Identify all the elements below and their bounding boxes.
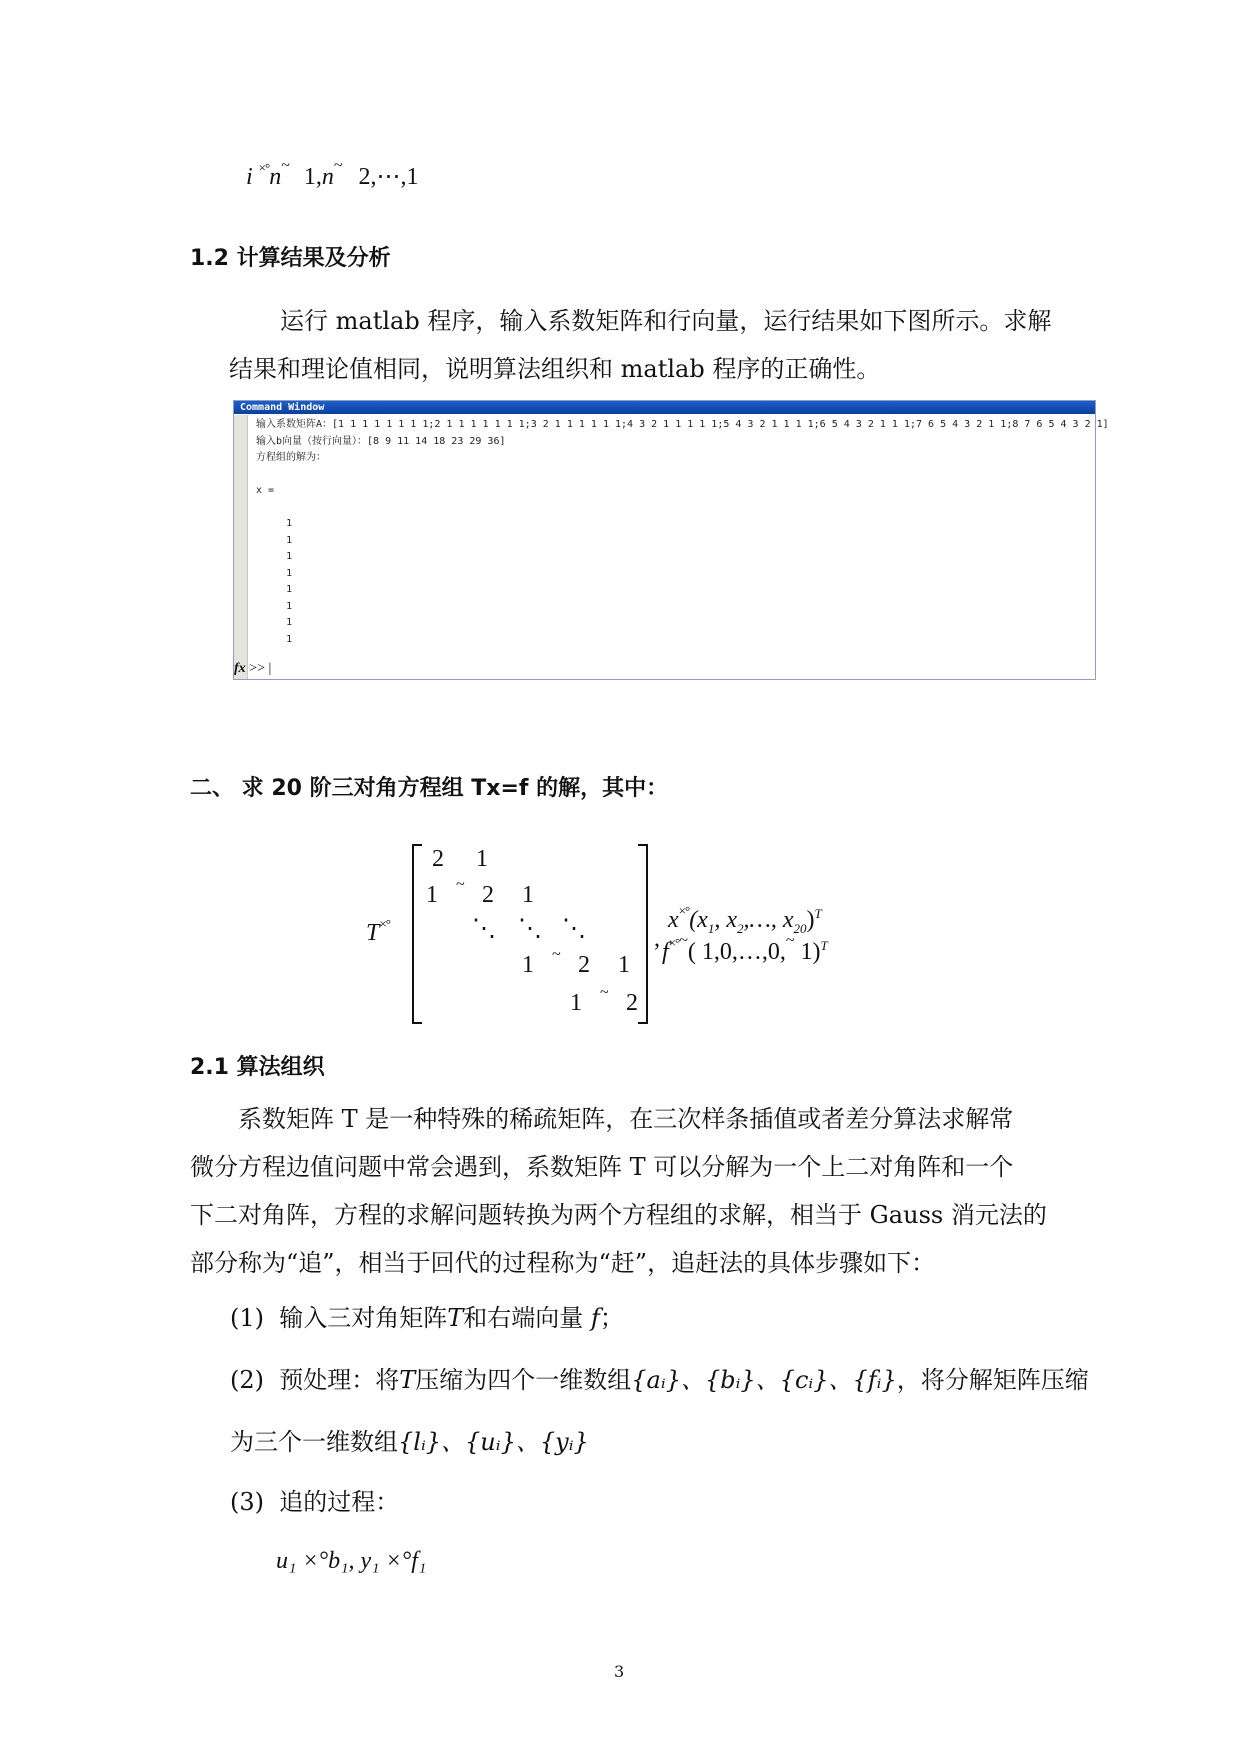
prompt-symbol: >> |: [249, 661, 272, 676]
matrix-comma: ,: [654, 926, 660, 952]
matrix-right-bracket: [638, 844, 648, 1024]
command-output-line: 1: [256, 600, 293, 612]
page-number: 3: [614, 1662, 625, 1681]
matrix-cell: 2: [432, 846, 444, 872]
command-window-title: Command Window: [234, 401, 1095, 414]
step-3-formula: u₁ ×°b₁, y₁ ×°f₁: [276, 1548, 427, 1574]
matrix-dots: ⋱: [562, 916, 586, 942]
matrix-cell: 1: [618, 952, 630, 978]
command-output-line: 1: [256, 567, 293, 579]
matrix-lhs-T: T×°: [366, 916, 390, 946]
command-window-gutter: [234, 415, 248, 679]
matlab-command-window: [233, 400, 1109, 680]
paragraph-line: 微分方程边值问题中常会遇到，系数矩阵 T 可以分解为一个上二对角阵和一个: [190, 1153, 1014, 1181]
step-3: (3) 追的过程：: [230, 1488, 400, 1516]
matrix-cell: 1: [476, 846, 488, 872]
matrix-cell: 1: [570, 990, 582, 1016]
vector-x-definition: $x^{\times^\circ}(x_1$, $x_2,\dots$, $x_{20})^T$: [668, 903, 822, 936]
matrix-left-bracket: [412, 844, 422, 1024]
command-output-line: 1: [256, 551, 293, 562]
command-output-line: [256, 467, 1109, 484]
step-2-continued: 为三个一维数组{lᵢ}、{uᵢ}、{yᵢ}: [230, 1428, 589, 1456]
step-1: (1) 输入三对角矩阵T和右端向量 f；: [230, 1304, 624, 1332]
command-output-line: 输入系数矩阵A：[1 1 1 1 1 1 1 1;2 1 1 1 1 1 1 1;3 2 1 1 1 1 1 1;4 3 2 1 1 1 1 1;5 4 3 2 1 1 1 1;6 5 4 3 2 1 1 1;7 6 5 4 3 2 1 1;8 7 6 5 4 3 2 1]: [256, 419, 1109, 430]
section-heading-2: 二、 求 20 阶三对角方程组 Tx=f 的解，其中：: [190, 776, 669, 801]
section-heading-1-2: 1.2 计算结果及分析: [190, 246, 391, 271]
matrix-tilde: ~: [600, 984, 609, 1001]
command-output-line: 1: [256, 584, 293, 595]
vector-f-definition: f×°~( 1,0,…,0,~ 1)$^T$: [662, 932, 828, 965]
matrix-tilde: ~: [456, 876, 465, 893]
section-heading-2-1: 2.1 算法组织: [190, 1055, 325, 1080]
command-output-line: 输入b向量（按行向量）：[8 9 11 14 18 23 29 36]: [256, 435, 506, 447]
matrix-cell: 2: [626, 990, 638, 1016]
matrix-tilde: ~: [552, 946, 561, 963]
command-prompt[interactable]: [234, 661, 271, 677]
matrix-cell: 2: [482, 882, 494, 908]
paragraph-line: 结果和理论值相同，说明算法组织和 matlab 程序的正确性。: [229, 355, 881, 383]
paragraph-results: [190, 297, 1070, 393]
matrix-dots: ⋱: [472, 916, 496, 942]
command-output-line: 1: [256, 534, 293, 546]
command-output-line: 1: [256, 617, 293, 628]
tridiagonal-matrix-equation: [360, 840, 880, 1030]
command-output-line: x =: [256, 485, 275, 496]
matrix-cell: 1: [426, 882, 438, 908]
command-output-line: 1: [256, 633, 293, 645]
command-output-line: [256, 500, 1109, 517]
paragraph-line: 运行 matlab 程序，输入系数矩阵和行向量，运行结果如下图所示。求解: [280, 307, 1052, 335]
matrix-cell: 2: [578, 952, 590, 978]
command-output-line: 1: [256, 518, 293, 529]
command-window-output: [256, 417, 1109, 648]
paragraph-algorithm: [190, 1095, 1070, 1287]
matrix-cell: 1: [522, 952, 534, 978]
fx-icon: fx: [234, 661, 246, 676]
paragraph-line: 系数矩阵 T 是一种特殊的稀疏矩阵，在三次样条插值或者差分算法求解常: [238, 1105, 1014, 1133]
paragraph-line: 下二对角阵，方程的求解问题转换为两个方程组的求解，相当于 Gauss 消元法的: [190, 1201, 1047, 1229]
paragraph-line: 部分称为“追”，相当于回代的过程称为“赶”，追赶法的具体步骤如下：: [190, 1249, 936, 1277]
command-output-line: 方程组的解为：: [256, 452, 326, 463]
matrix-dots: ⋱: [518, 916, 542, 942]
step-2: (2) 预处理：将T压缩为四个一维数组{aᵢ}、{bᵢ}、{cᵢ}、{fᵢ}，将分解矩阵压缩: [230, 1366, 1089, 1394]
matrix-cell: 1: [522, 882, 534, 908]
formula-index-range: i ×°n~ 1,n~ 2,⋯,1: [246, 157, 419, 190]
